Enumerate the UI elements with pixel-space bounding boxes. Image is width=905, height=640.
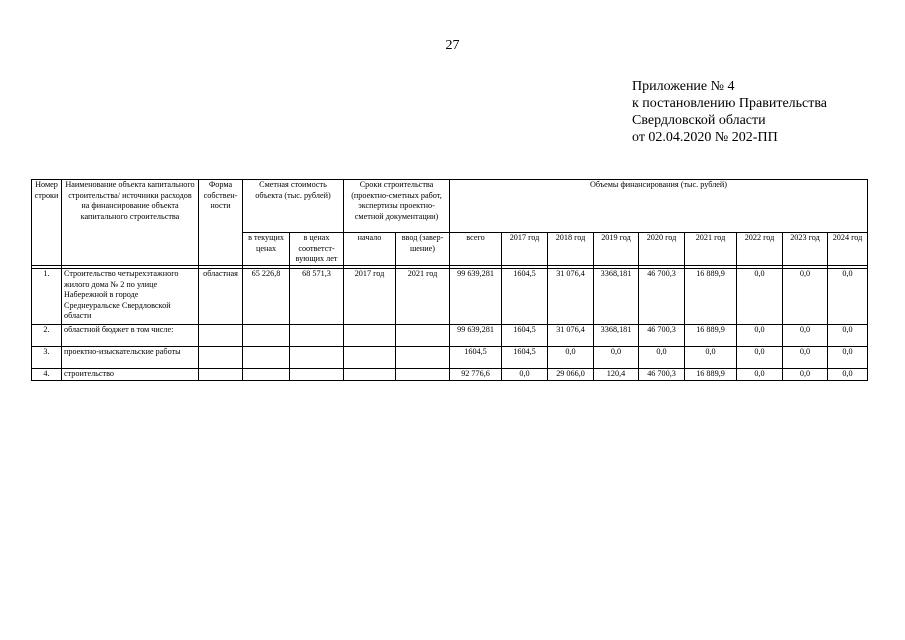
row-2024: 0,0	[828, 325, 868, 347]
row-2018: 29 066,0	[548, 369, 594, 381]
row-2021: 16 889,9	[685, 325, 737, 347]
header-ownership: Форма собствен-ности	[199, 180, 243, 266]
row-number: 4.	[32, 369, 62, 381]
row-2021: 16 889,9	[685, 269, 737, 325]
row-total: 92 776,6	[450, 369, 502, 381]
appendix-header	[632, 78, 827, 146]
row-2023: 0,0	[783, 325, 828, 347]
row-2019: 120,4	[594, 369, 639, 381]
row-commissioning	[396, 347, 450, 369]
row-2021: 16 889,9	[685, 369, 737, 381]
header-2022: 2022 год	[737, 233, 783, 266]
appendix-resolution: к постановлению Правительства	[632, 96, 828, 111]
row-2024: 0,0	[828, 269, 868, 325]
row-commissioning	[396, 325, 450, 347]
row-start	[344, 325, 396, 347]
row-2022: 0,0	[737, 325, 783, 347]
row-2022: 0,0	[737, 369, 783, 381]
row-2020: 46 700,3	[639, 269, 685, 325]
row-commissioning: 2021 год	[396, 269, 450, 325]
appendix-title: Приложение № 4	[632, 79, 735, 94]
row-total: 99 639,281	[450, 325, 502, 347]
row-2017: 0,0	[502, 369, 548, 381]
row-name: строительство	[62, 369, 199, 381]
row-2019: 3368,181	[594, 325, 639, 347]
row-cost-corresponding	[290, 369, 344, 381]
table-row	[32, 325, 868, 347]
row-ownership	[199, 369, 243, 381]
row-2023: 0,0	[783, 269, 828, 325]
row-ownership	[199, 325, 243, 347]
page-number: 27	[445, 38, 460, 53]
header-2020: 2020 год	[639, 233, 685, 266]
row-cost-corresponding	[290, 347, 344, 369]
row-total: 99 639,281	[450, 269, 502, 325]
row-cost-current	[243, 325, 290, 347]
row-2022: 0,0	[737, 269, 783, 325]
header-estimated-cost: Сметная стоимость объекта (тыс. рублей)	[243, 180, 344, 233]
row-start: 2017 год	[344, 269, 396, 325]
header-corresponding-prices: в ценах соответст-вующих лет	[290, 233, 344, 266]
header-2019: 2019 год	[594, 233, 639, 266]
header-row-number: Номер строки	[32, 180, 62, 266]
row-commissioning	[396, 369, 450, 381]
row-start	[344, 369, 396, 381]
row-2021: 0,0	[685, 347, 737, 369]
row-cost-corresponding	[290, 325, 344, 347]
row-number: 2.	[32, 325, 62, 347]
appendix-date-number: от 02.04.2020 № 202-ПП	[632, 130, 778, 145]
header-2023: 2023 год	[783, 233, 828, 266]
row-name: областной бюджет в том числе:	[62, 325, 199, 347]
row-2024: 0,0	[828, 347, 868, 369]
row-number: 3.	[32, 347, 62, 369]
row-cost-current	[243, 347, 290, 369]
row-2020: 0,0	[639, 347, 685, 369]
header-commissioning: ввод (завер-шение)	[396, 233, 450, 266]
row-2018: 31 076,4	[548, 325, 594, 347]
row-start	[344, 347, 396, 369]
row-2024: 0,0	[828, 369, 868, 381]
row-2017: 1604,5	[502, 325, 548, 347]
row-2020: 46 700,3	[639, 369, 685, 381]
header-2024: 2024 год	[828, 233, 868, 266]
table-row	[32, 347, 868, 369]
header-object-name: Наименование объекта капитального строительства/ источники расходов на финансирование объекта капитального строительства	[62, 180, 199, 266]
row-2023: 0,0	[783, 347, 828, 369]
appendix-region: Свердловской области	[632, 113, 766, 128]
header-financing: Объемы финансирования (тыс. рублей)	[450, 180, 868, 233]
row-ownership	[199, 347, 243, 369]
header-2017: 2017 год	[502, 233, 548, 266]
row-2018: 0,0	[548, 347, 594, 369]
row-2020: 46 700,3	[639, 325, 685, 347]
header-row-top	[32, 180, 868, 233]
row-2017: 1604,5	[502, 347, 548, 369]
header-2018: 2018 год	[548, 233, 594, 266]
row-2023: 0,0	[783, 369, 828, 381]
row-2017: 1604,5	[502, 269, 548, 325]
financing-table	[31, 179, 868, 381]
row-number: 1.	[32, 269, 62, 325]
row-2019: 0,0	[594, 347, 639, 369]
row-2022: 0,0	[737, 347, 783, 369]
row-ownership: областная	[199, 269, 243, 325]
row-name: Строительство четырехэтажного жилого дома № 2 по улице Набережной в городе Среднеуральске Свердловской области	[62, 269, 199, 325]
row-2018: 31 076,4	[548, 269, 594, 325]
header-terms: Сроки строительства (проектно-сметных работ, экспертизы проектно-сметной документации)	[344, 180, 450, 233]
table-row	[32, 369, 868, 381]
row-cost-current: 65 226,8	[243, 269, 290, 325]
row-2019: 3368,181	[594, 269, 639, 325]
header-total: всего	[450, 233, 502, 266]
table-row	[32, 269, 868, 325]
row-total: 1604,5	[450, 347, 502, 369]
row-name: проектно-изыскательские работы	[62, 347, 199, 369]
header-current-prices: в текущих ценах	[243, 233, 290, 266]
header-start: начало	[344, 233, 396, 266]
row-cost-current	[243, 369, 290, 381]
row-cost-corresponding: 68 571,3	[290, 269, 344, 325]
header-2021: 2021 год	[685, 233, 737, 266]
